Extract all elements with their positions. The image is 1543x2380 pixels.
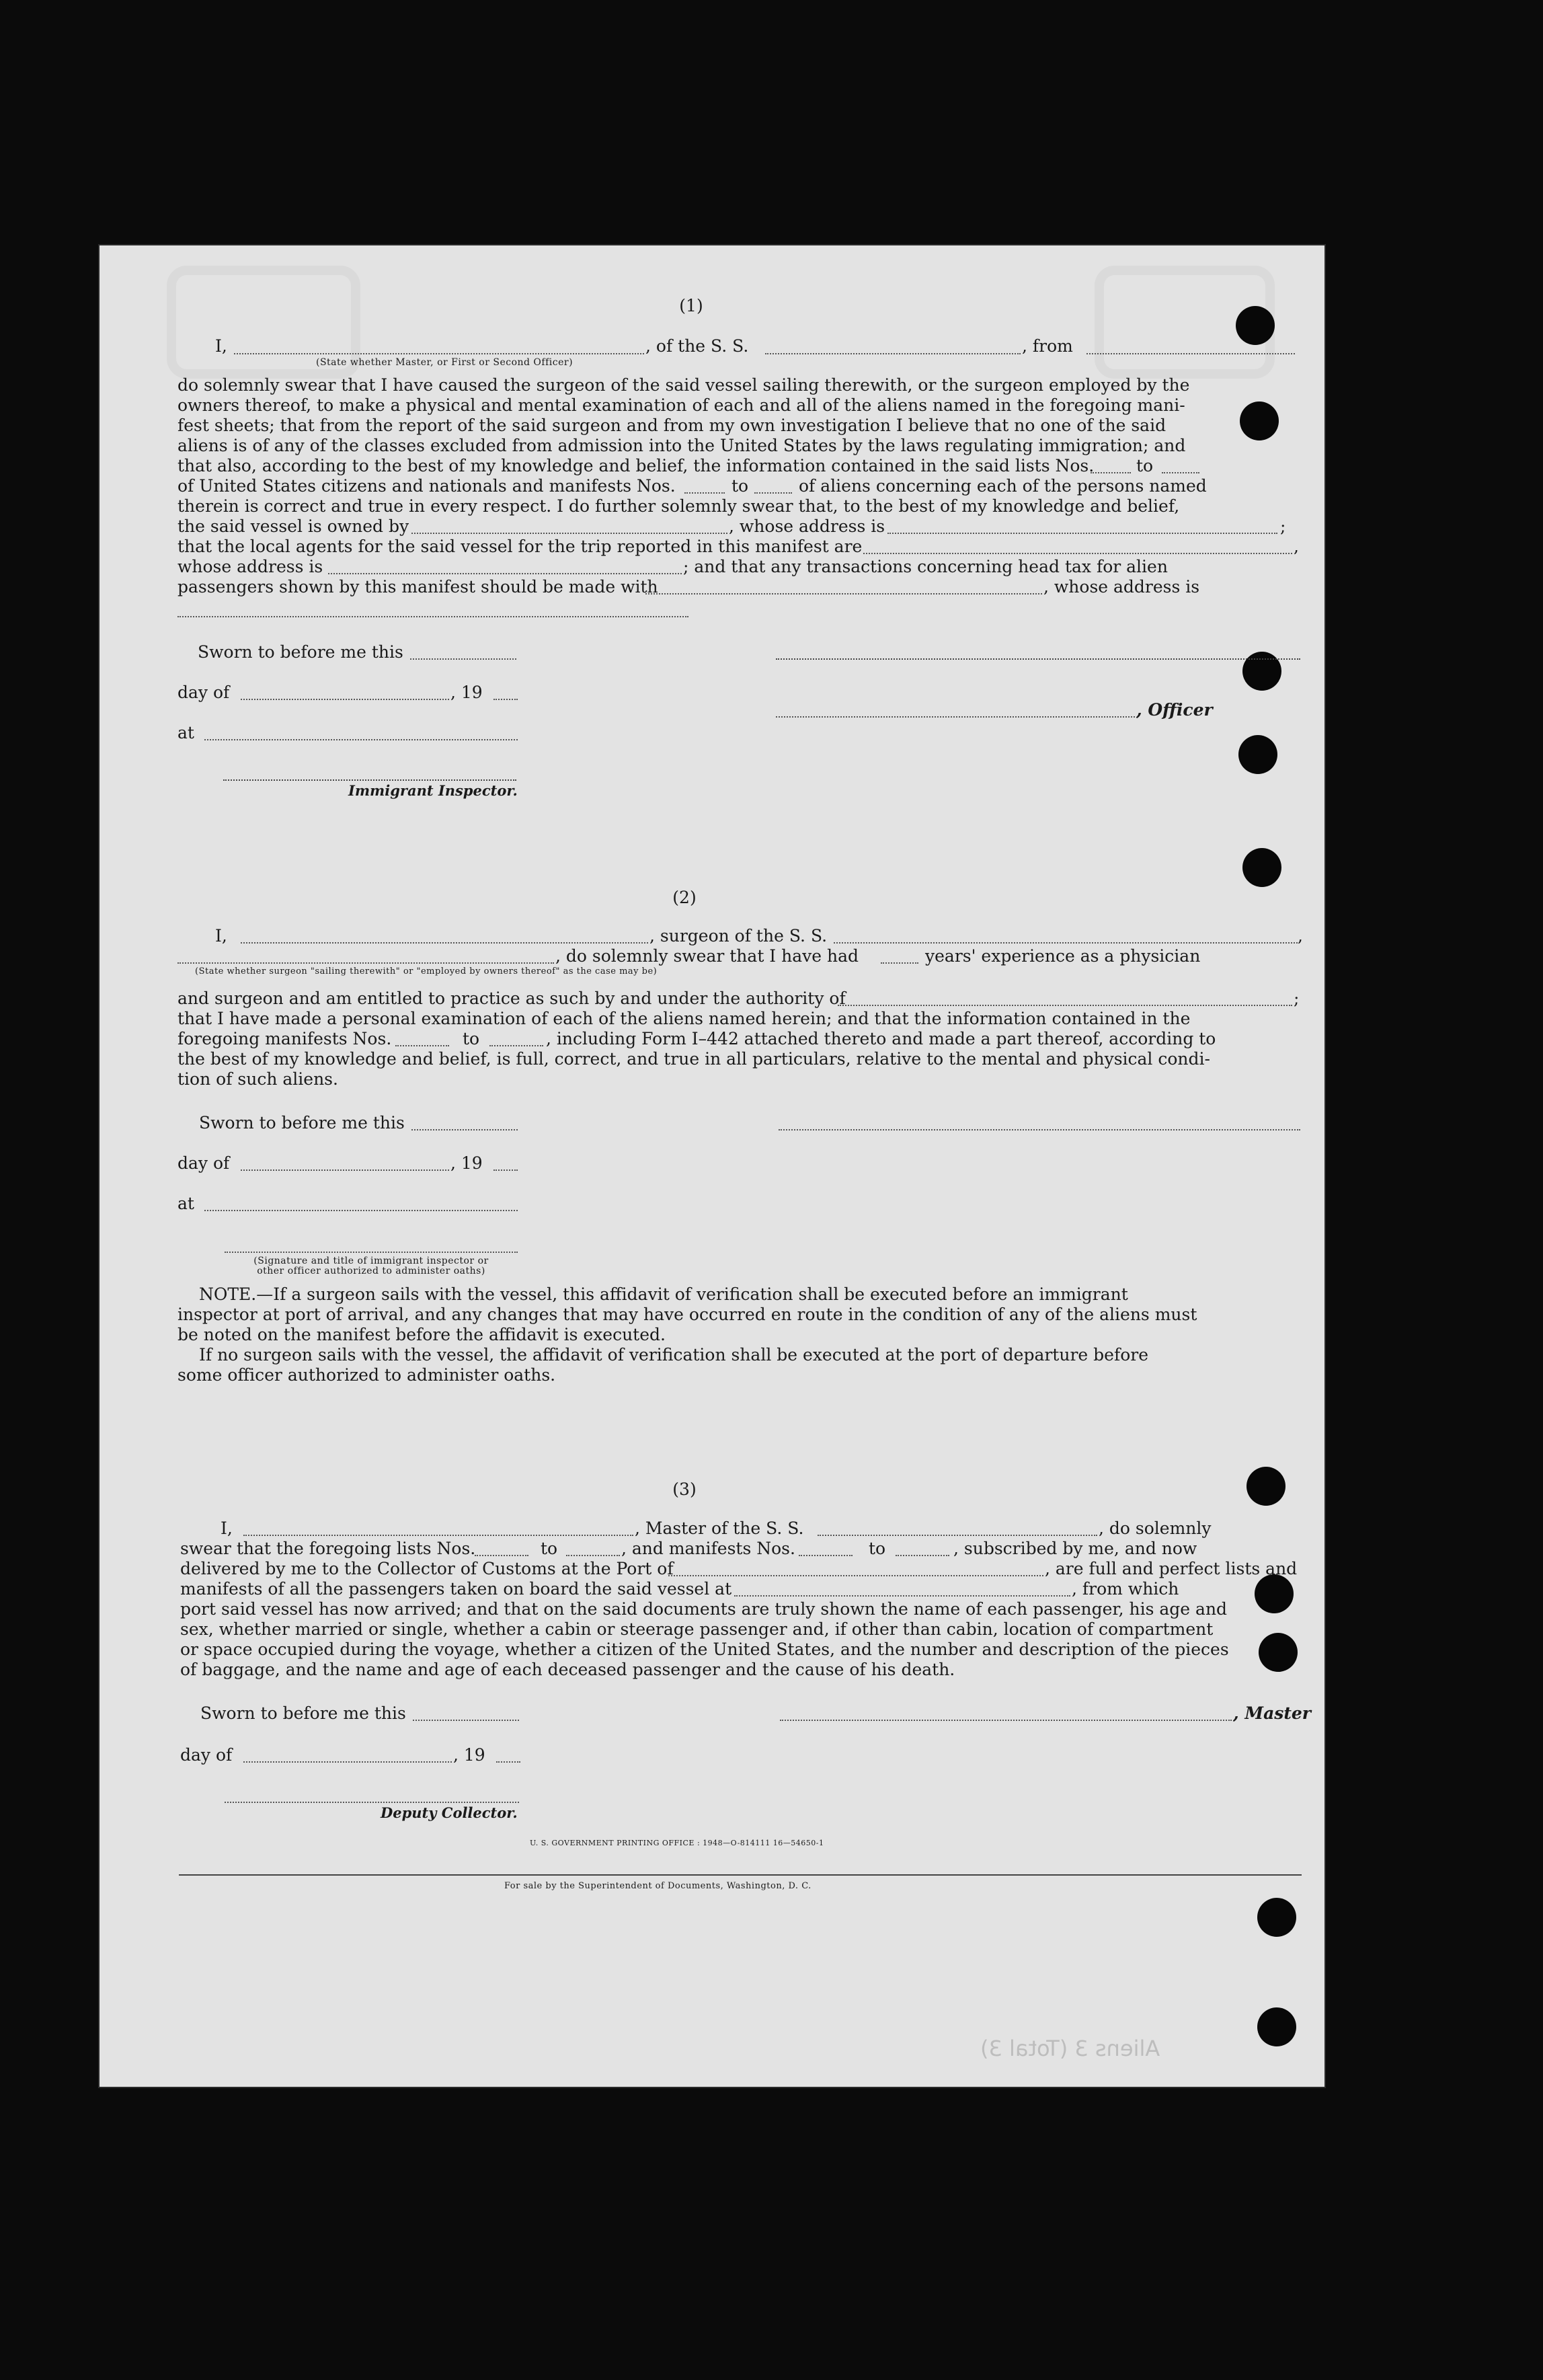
section-3-l8: of baggage, and the name and age of each deceased passenger and the cause of his death. <box>180 1660 955 1679</box>
blank-authority[interactable] <box>838 1005 1292 1006</box>
section-3-master-of: , Master of the S. S. <box>635 1519 804 1538</box>
punch-hole <box>1259 1633 1298 1672</box>
blank-lists-to[interactable] <box>566 1555 620 1556</box>
section-1-body-line: that also, according to the best of my knowledge and belief, the information contained in the said lists Nos. <box>177 456 1095 475</box>
section-1-officer: , Officer <box>1136 700 1213 720</box>
blank-at[interactable] <box>204 1210 518 1211</box>
section-1-body-line: owners thereof, to make a physical and mental examination of each and all of the aliens named in the foregoing mani- <box>177 395 1185 415</box>
section-2-body-3c: , including Form I–442 attached thereto and made a part thereof, according to <box>546 1029 1216 1048</box>
section-3-sworn: Sworn to before me this <box>200 1703 406 1723</box>
blank-local-agents[interactable] <box>863 553 1292 554</box>
section-2-note-1: NOTE.—If a surgeon sails with the vessel, this affidavit of verification shall be executed before an immigrant <box>199 1284 1128 1304</box>
blank-sworn-date[interactable] <box>413 1720 519 1721</box>
section-3-l4a: manifests of all the passengers taken on board the said vessel at <box>180 1579 732 1599</box>
blank-agent-address[interactable] <box>328 573 682 574</box>
section-1-body-line: fest sheets; that from the report of the said surgeon and from my own investigation I believe that no one of the said <box>177 416 1166 435</box>
section-2-body-5: tion of such aliens. <box>177 1069 338 1089</box>
section-1-head-tax: ; and that any transactions concerning head tax for alien <box>683 557 1168 576</box>
punch-hole <box>1238 735 1277 774</box>
blank-vessel-name[interactable] <box>765 353 1021 354</box>
gpo-imprint: U. S. GOVERNMENT PRINTING OFFICE : 1948—O-814111 16—54650-1 <box>530 1839 824 1847</box>
blank-years[interactable] <box>881 962 918 964</box>
signature-line[interactable] <box>776 658 1300 660</box>
blank-year[interactable] <box>496 1761 520 1763</box>
punch-hole <box>1242 652 1281 691</box>
section-3-l2b: to <box>541 1539 558 1558</box>
section-3-day-of: day of <box>180 1745 233 1765</box>
section-1-to: to <box>731 476 749 496</box>
section-2-caption: (State whether surgeon "sailing therewith" or "employed by owners thereof" as the case may be) <box>195 966 658 976</box>
comma: , <box>1294 537 1299 556</box>
officer-signature-line[interactable] <box>776 716 1135 718</box>
section-3-l5: port said vessel has now arrived; and that on the said documents are truly shown the name of each passenger, his age and <box>180 1599 1228 1619</box>
section-2-note-2: inspector at port of arrival, and any changes that may have occurred en route in the condition of any of the aliens must <box>177 1305 1197 1324</box>
punch-hole <box>1257 1898 1296 1937</box>
section-3-l2d: to <box>869 1539 886 1558</box>
section-3-l2a: swear that the foregoing lists Nos. <box>180 1539 476 1558</box>
section-2-swear: , do solemnly swear that I have had <box>555 946 859 966</box>
blank-master-vessel[interactable] <box>818 1535 1097 1536</box>
punch-hole <box>1242 848 1281 887</box>
section-1-to: to <box>1136 456 1154 475</box>
blank-at[interactable] <box>204 739 518 740</box>
section-3-number: (3) <box>672 1480 697 1499</box>
section-3-i: I, <box>221 1519 233 1538</box>
blank-owner[interactable] <box>411 533 727 534</box>
blank-manifest-from[interactable] <box>684 492 725 494</box>
blank-lists-from[interactable] <box>475 1555 528 1556</box>
section-2-sig-caption-2: other officer authorized to administer oaths) <box>257 1266 485 1276</box>
section-1-i: I, <box>215 336 227 356</box>
blank-list-to[interactable] <box>1162 472 1199 473</box>
section-2-body-4: the best of my knowledge and belief, is full, correct, and true in all particulars, relative to the mental and physical condi- <box>177 1049 1210 1069</box>
section-1-caption: (State whether Master, or First or Second Officer) <box>316 357 573 368</box>
blank-master-name[interactable] <box>243 1535 633 1536</box>
section-1-body-line: the said vessel is owned by <box>177 516 409 536</box>
section-1-day-of: day of <box>177 683 230 702</box>
punch-hole <box>1255 1574 1294 1613</box>
section-2-note-4: If no surgeon sails with the vessel, the affidavit of verification shall be executed at the port of departure before <box>199 1345 1148 1365</box>
section-3-l2c: , and manifests Nos. <box>621 1539 795 1558</box>
blank-officer-rank[interactable] <box>234 353 644 354</box>
section-1-aliens: of aliens concerning each of the persons named <box>799 476 1207 496</box>
section-3-l3b: , are full and perfect lists and <box>1045 1559 1298 1578</box>
comma: , <box>1298 926 1303 946</box>
section-2-surgeon-of: , surgeon of the S. S. <box>649 926 828 946</box>
section-2-day-of: day of <box>177 1153 230 1173</box>
blank-day-of[interactable] <box>243 1761 452 1763</box>
blank-day-of[interactable] <box>241 1169 449 1171</box>
blank-year[interactable] <box>493 1169 518 1171</box>
section-3-do-solemnly: , do solemnly <box>1099 1519 1212 1538</box>
section-2-year: , 19 <box>450 1153 483 1173</box>
section-1-signer: Immigrant Inspector. <box>348 782 518 799</box>
blank-head-tax-address[interactable] <box>177 616 688 617</box>
section-3-l4b: , from which <box>1072 1579 1179 1599</box>
section-1-body-line: therein is correct and true in every respect. I do further solemnly swear that, to the best of my knowledge and belief, <box>177 496 1180 516</box>
section-1-from: , from <box>1022 336 1073 356</box>
section-1-body-line: that the local agents for the said vessel for the trip reported in this manifest are <box>177 537 863 556</box>
section-2-body-3b: to <box>463 1029 480 1048</box>
surgeon-signature-line[interactable] <box>779 1129 1300 1130</box>
blank-head-tax-agent[interactable] <box>645 593 1042 594</box>
blank-from-port[interactable] <box>1086 353 1295 354</box>
punch-hole <box>1257 2007 1296 2046</box>
section-2-body-1: and surgeon and am entitled to practice as such by and under the authority of <box>177 989 846 1008</box>
section-2-at: at <box>177 1194 194 1213</box>
section-3-l6: sex, whether married or single, whether a cabin or steerage passenger and, if other than cabin, location of compartment <box>180 1619 1214 1639</box>
section-3-year: , 19 <box>453 1745 485 1765</box>
section-2-sig-caption-1: (Signature and title of immigrant inspector or <box>253 1256 489 1266</box>
blank-manifests-from[interactable] <box>395 1045 449 1046</box>
blank-owner-address[interactable] <box>887 533 1277 534</box>
form-page <box>100 245 1324 2087</box>
section-1-at: at <box>177 723 194 742</box>
section-3-l2e: , subscribed by me, and now <box>953 1539 1197 1558</box>
punch-hole <box>1236 306 1275 345</box>
blank-manifests-to[interactable] <box>489 1045 543 1046</box>
section-2-note-3: be noted on the manifest before the affidavit is executed. <box>177 1325 666 1344</box>
section-1-of-ss: , of the S. S. <box>645 336 749 356</box>
punch-hole <box>1247 1467 1285 1506</box>
blank-manifest-to[interactable] <box>754 492 792 494</box>
blank-manifests-to[interactable] <box>896 1555 949 1556</box>
blank-embark-port[interactable] <box>734 1595 1070 1597</box>
section-2-years: years' experience as a physician <box>925 946 1201 966</box>
inspector-signature-line[interactable] <box>225 1252 518 1253</box>
section-2-body-2: that I have made a personal examination of each of the aliens named herein; and that the information contained in the <box>177 1009 1191 1028</box>
section-1-whose-address-2: , whose address is <box>1043 577 1200 597</box>
section-1-body-line: of United States citizens and nationals and manifests Nos. <box>177 476 676 496</box>
blank-surgeon-status[interactable] <box>177 962 554 964</box>
section-1-whose-address: , whose address is <box>729 516 885 536</box>
blank-sworn-date[interactable] <box>410 658 516 660</box>
blank-port[interactable] <box>668 1575 1043 1576</box>
section-1-body-line: aliens is of any of the classes excluded from admission into the United States by the laws regulating immigration; and <box>177 436 1186 455</box>
section-3-l3a: delivered by me to the Collector of Customs at the Port of <box>180 1559 674 1578</box>
semicolon: ; <box>1280 516 1286 536</box>
section-1-year: , 19 <box>450 683 483 702</box>
blank-sworn-date[interactable] <box>411 1129 518 1130</box>
section-1-number: (1) <box>679 296 703 315</box>
section-2-note-5: some officer authorized to administer oaths. <box>177 1365 556 1385</box>
sale-notice: For sale by the Superintendent of Documents, Washington, D. C. <box>504 1881 812 1891</box>
blank-year[interactable] <box>493 699 518 700</box>
section-3-l7: or space occupied during the voyage, whether a citizen of the United States, and the number and description of the pieces <box>180 1640 1229 1659</box>
section-3-master: , Master <box>1233 1703 1311 1723</box>
blank-day-of[interactable] <box>241 699 449 700</box>
blank-manifests-from[interactable] <box>799 1555 853 1556</box>
semicolon: ; <box>1294 989 1300 1008</box>
punch-hole <box>1240 401 1279 440</box>
section-1-body-line: whose address is <box>177 557 323 576</box>
section-2-sworn: Sworn to before me this <box>199 1113 405 1133</box>
section-3-signer: Deputy Collector. <box>381 1804 518 1821</box>
footer-rule <box>179 1874 1302 1876</box>
section-2-number: (2) <box>672 888 697 907</box>
section-1-sworn: Sworn to before me this <box>198 642 403 662</box>
section-1-body-line: passengers shown by this manifest should be made with <box>177 577 658 597</box>
section-2-body-3a: foregoing manifests Nos. <box>177 1029 392 1048</box>
section-2-i: I, <box>215 926 227 946</box>
blank-surgeon-vessel[interactable] <box>834 942 1298 944</box>
master-signature-line[interactable] <box>780 1720 1232 1721</box>
blank-list-from[interactable] <box>1091 472 1131 473</box>
blank-surgeon-name[interactable] <box>241 942 648 944</box>
section-1-body-line: do solemnly swear that I have caused the surgeon of the said vessel sailing therewith, or the surgeon employed by the <box>177 375 1190 395</box>
bleed-through-stamp: Aliens 3 (Total 3) <box>980 2036 1160 2061</box>
